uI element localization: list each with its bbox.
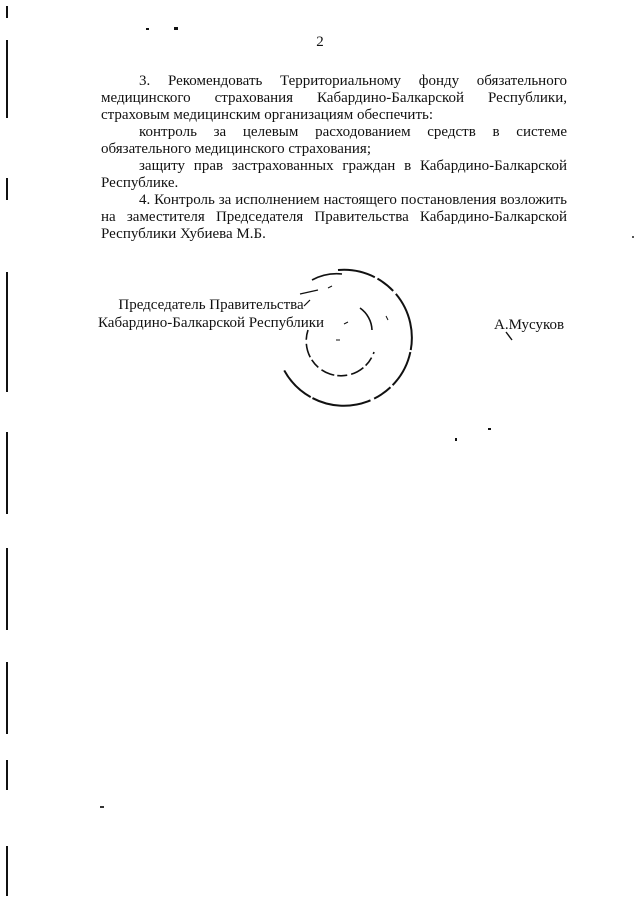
signatory-name: А.Мусуков [494, 317, 565, 333]
paragraph-control-spending: контроль за целевым расходованием средств в системе обязательного медицинского страхования; [101, 124, 567, 157]
page-number: 2 [316, 34, 324, 50]
signatory-title-line1: Председатель Правительства [118, 297, 304, 313]
paragraph-item-3: 3. Рекомендовать Территориальному фонду обязательного медицинского страхования Кабардино-Балкарской Республики, страховым медицинским организациям обеспечить: [101, 73, 567, 123]
paragraph-protect-rights: защиту прав застрахованных граждан в Кабардино-Балкарской Республике. [101, 158, 567, 191]
paragraph-item-4: 4. Контроль за исполнением настоящего постановления возложить на заместителя Председателя Правительства Кабардино-Балкарской Республики Хубиева М.Б. [101, 192, 567, 242]
signatory-title-line2: Кабардино-Балкарской Республики [98, 315, 325, 331]
